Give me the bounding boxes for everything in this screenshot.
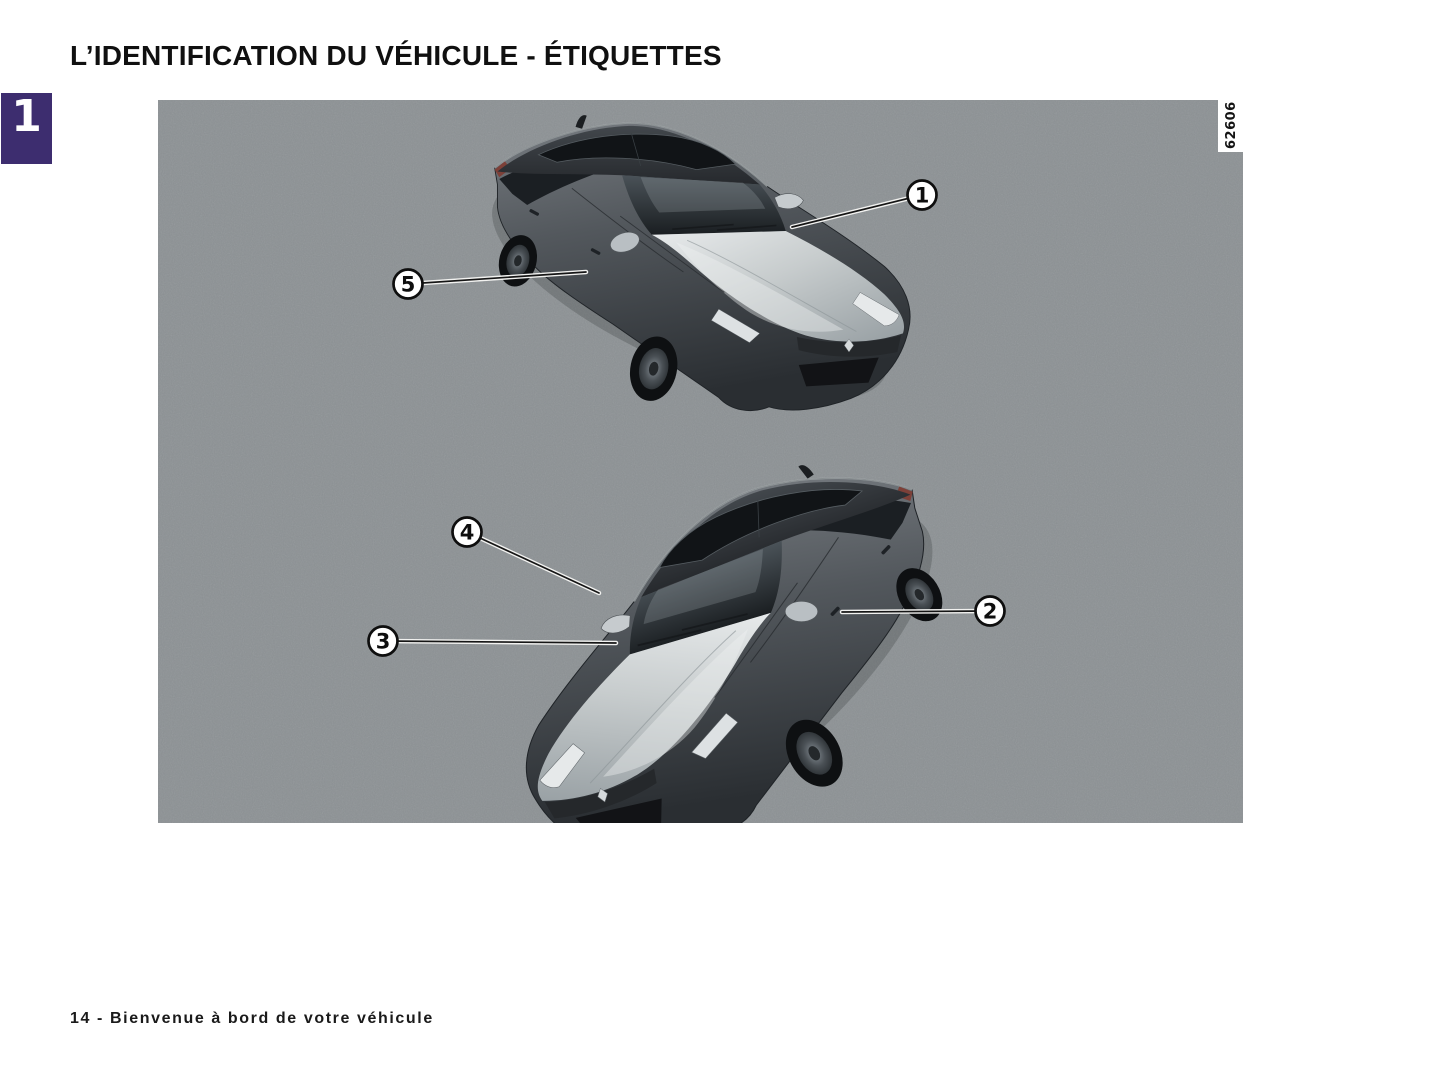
callout-4 xyxy=(453,518,482,547)
callout-2 xyxy=(976,597,1005,626)
page-footer: 14 - Bienvenue à bord de votre véhicule xyxy=(70,1010,434,1027)
callout-1-label: 1 xyxy=(914,183,930,208)
callout-4-label: 4 xyxy=(459,520,475,545)
callout-5-label: 5 xyxy=(400,272,416,297)
chapter-tab xyxy=(1,93,52,164)
callout-5 xyxy=(394,270,423,299)
vehicle-identification-figure xyxy=(158,100,1243,823)
callout-1 xyxy=(908,181,937,210)
figure-number-block xyxy=(1218,100,1243,152)
page-title: L’IDENTIFICATION DU VÉHICULE - ÉTIQUETTES xyxy=(70,40,722,71)
callout-3-label: 3 xyxy=(375,629,391,654)
callout-2-label: 2 xyxy=(982,599,998,624)
callout-3 xyxy=(369,627,398,656)
figure-number: 62606 xyxy=(1224,101,1239,149)
chapter-tab-number: 1 xyxy=(11,91,42,142)
